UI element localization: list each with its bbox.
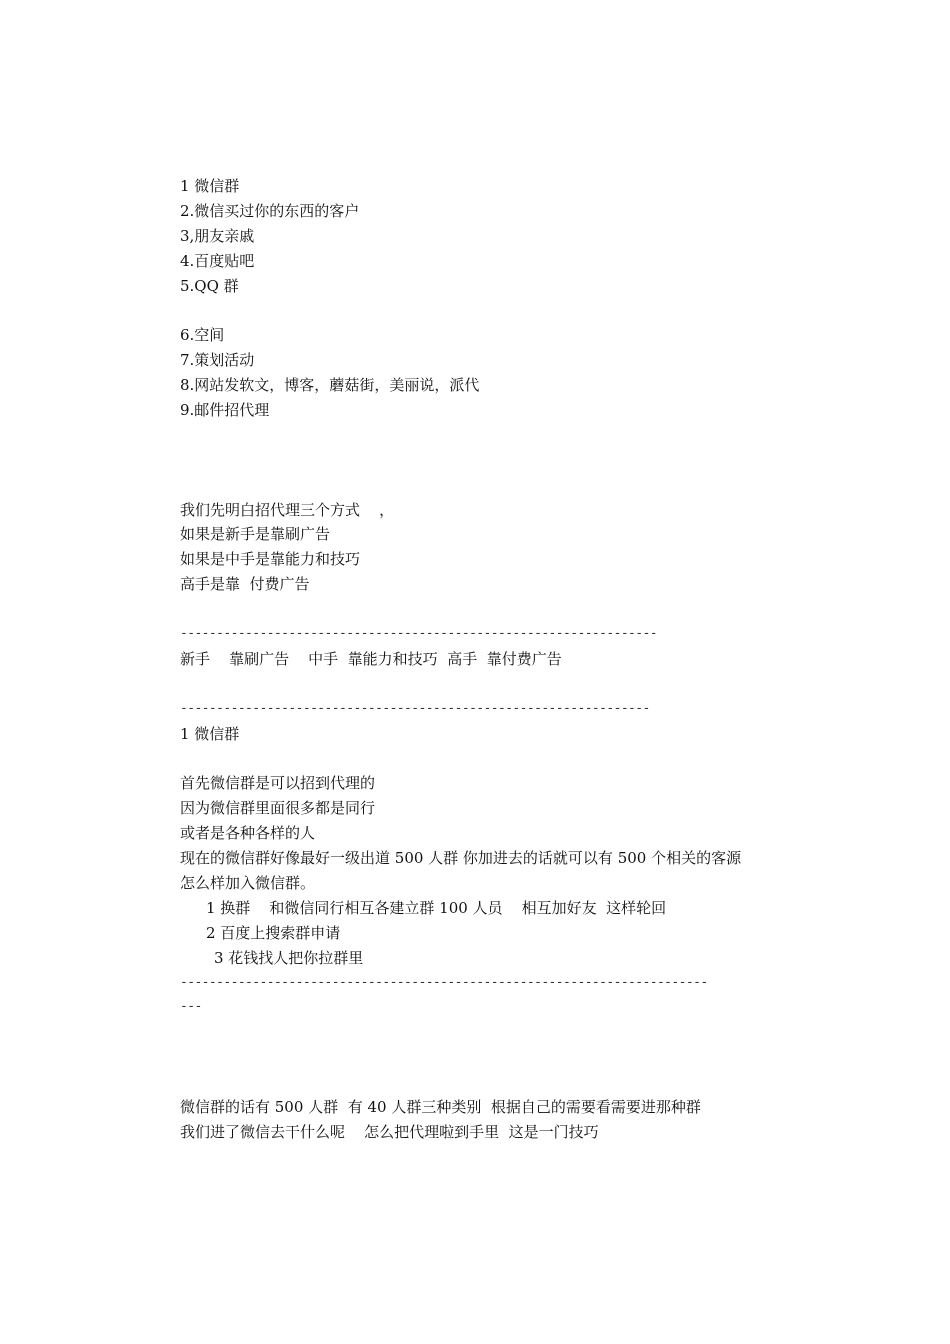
list-item: 8.网站发软文，博客，蘑菇街，美丽说，派代 xyxy=(180,376,480,395)
section-title: 1 微信群 xyxy=(180,724,240,743)
dashed-divider: ------------------------------------------------------------------------- xyxy=(180,974,708,990)
summary-line: 新手 靠刷广告 中手 靠能力和技巧 高手 靠付费广告 xyxy=(180,649,562,668)
list-item: 4.百度贴吧 xyxy=(180,251,255,270)
paragraph-line: 微信群的话有 500 人群 有 40 人群三种类别 根据自己的需要看需要进那种群 xyxy=(180,1097,701,1116)
blank-line xyxy=(180,746,780,771)
blank-line xyxy=(180,473,780,498)
list-item: 6.空间 xyxy=(180,326,225,345)
blank-line xyxy=(180,448,780,473)
paragraph-line: 或者是各种各样的人 xyxy=(180,824,316,843)
blank-line xyxy=(180,1045,780,1070)
paragraph-line: 因为微信群里面很多都是同行 xyxy=(180,799,376,818)
step-item: 2 百度上搜索群申请 xyxy=(206,923,341,942)
blank-line xyxy=(180,672,780,697)
list-item: 5.QQ 群 xyxy=(180,276,239,295)
dashed-divider-tail: --- xyxy=(180,999,202,1015)
blank-line xyxy=(180,1070,780,1095)
list-item: 9.邮件招代理 xyxy=(180,401,270,420)
blank-line xyxy=(180,1020,780,1045)
list-item: 2.微信买过你的东西的客户 xyxy=(180,201,360,220)
paragraph-line: 现在的微信群好像最好一级出道 500 人群 你加进去的话就可以有 500 个相关的客源 xyxy=(180,849,742,868)
paragraph-line: 怎么样加入微信群。 xyxy=(180,873,316,892)
blank-line xyxy=(180,423,780,448)
list-item: 7.策划活动 xyxy=(180,351,255,370)
step-item: 3 花钱找人把你拉群里 xyxy=(214,948,364,967)
list-item: 3,朋友亲戚 xyxy=(180,226,255,245)
paragraph-line: 如果是新手是靠刷广告 xyxy=(180,525,331,544)
document-body xyxy=(180,174,780,1145)
blank-line xyxy=(180,597,780,622)
paragraph-line: 我们先明白招代理三个方式 ， xyxy=(180,500,395,519)
step-item: 1 换群 和微信同行相互各建立群 100 人员 相互加好友 这样轮回 xyxy=(206,898,667,917)
dashed-divider: ------------------------------------------------------------------ xyxy=(180,626,657,642)
paragraph-line: 首先微信群是可以招到代理的 xyxy=(180,774,376,793)
list-item: 1 微信群 xyxy=(180,177,240,195)
paragraph-line: 高手是靠 付费广告 xyxy=(180,575,310,594)
dashed-divider: ----------------------------------------------------------------- xyxy=(180,700,650,716)
blank-line xyxy=(180,298,780,323)
paragraph-line: 如果是中手是靠能力和技巧 xyxy=(180,550,361,569)
paragraph-line: 我们进了微信去干什么呢 怎么把代理啦到手里 这是一门技巧 xyxy=(180,1122,599,1141)
